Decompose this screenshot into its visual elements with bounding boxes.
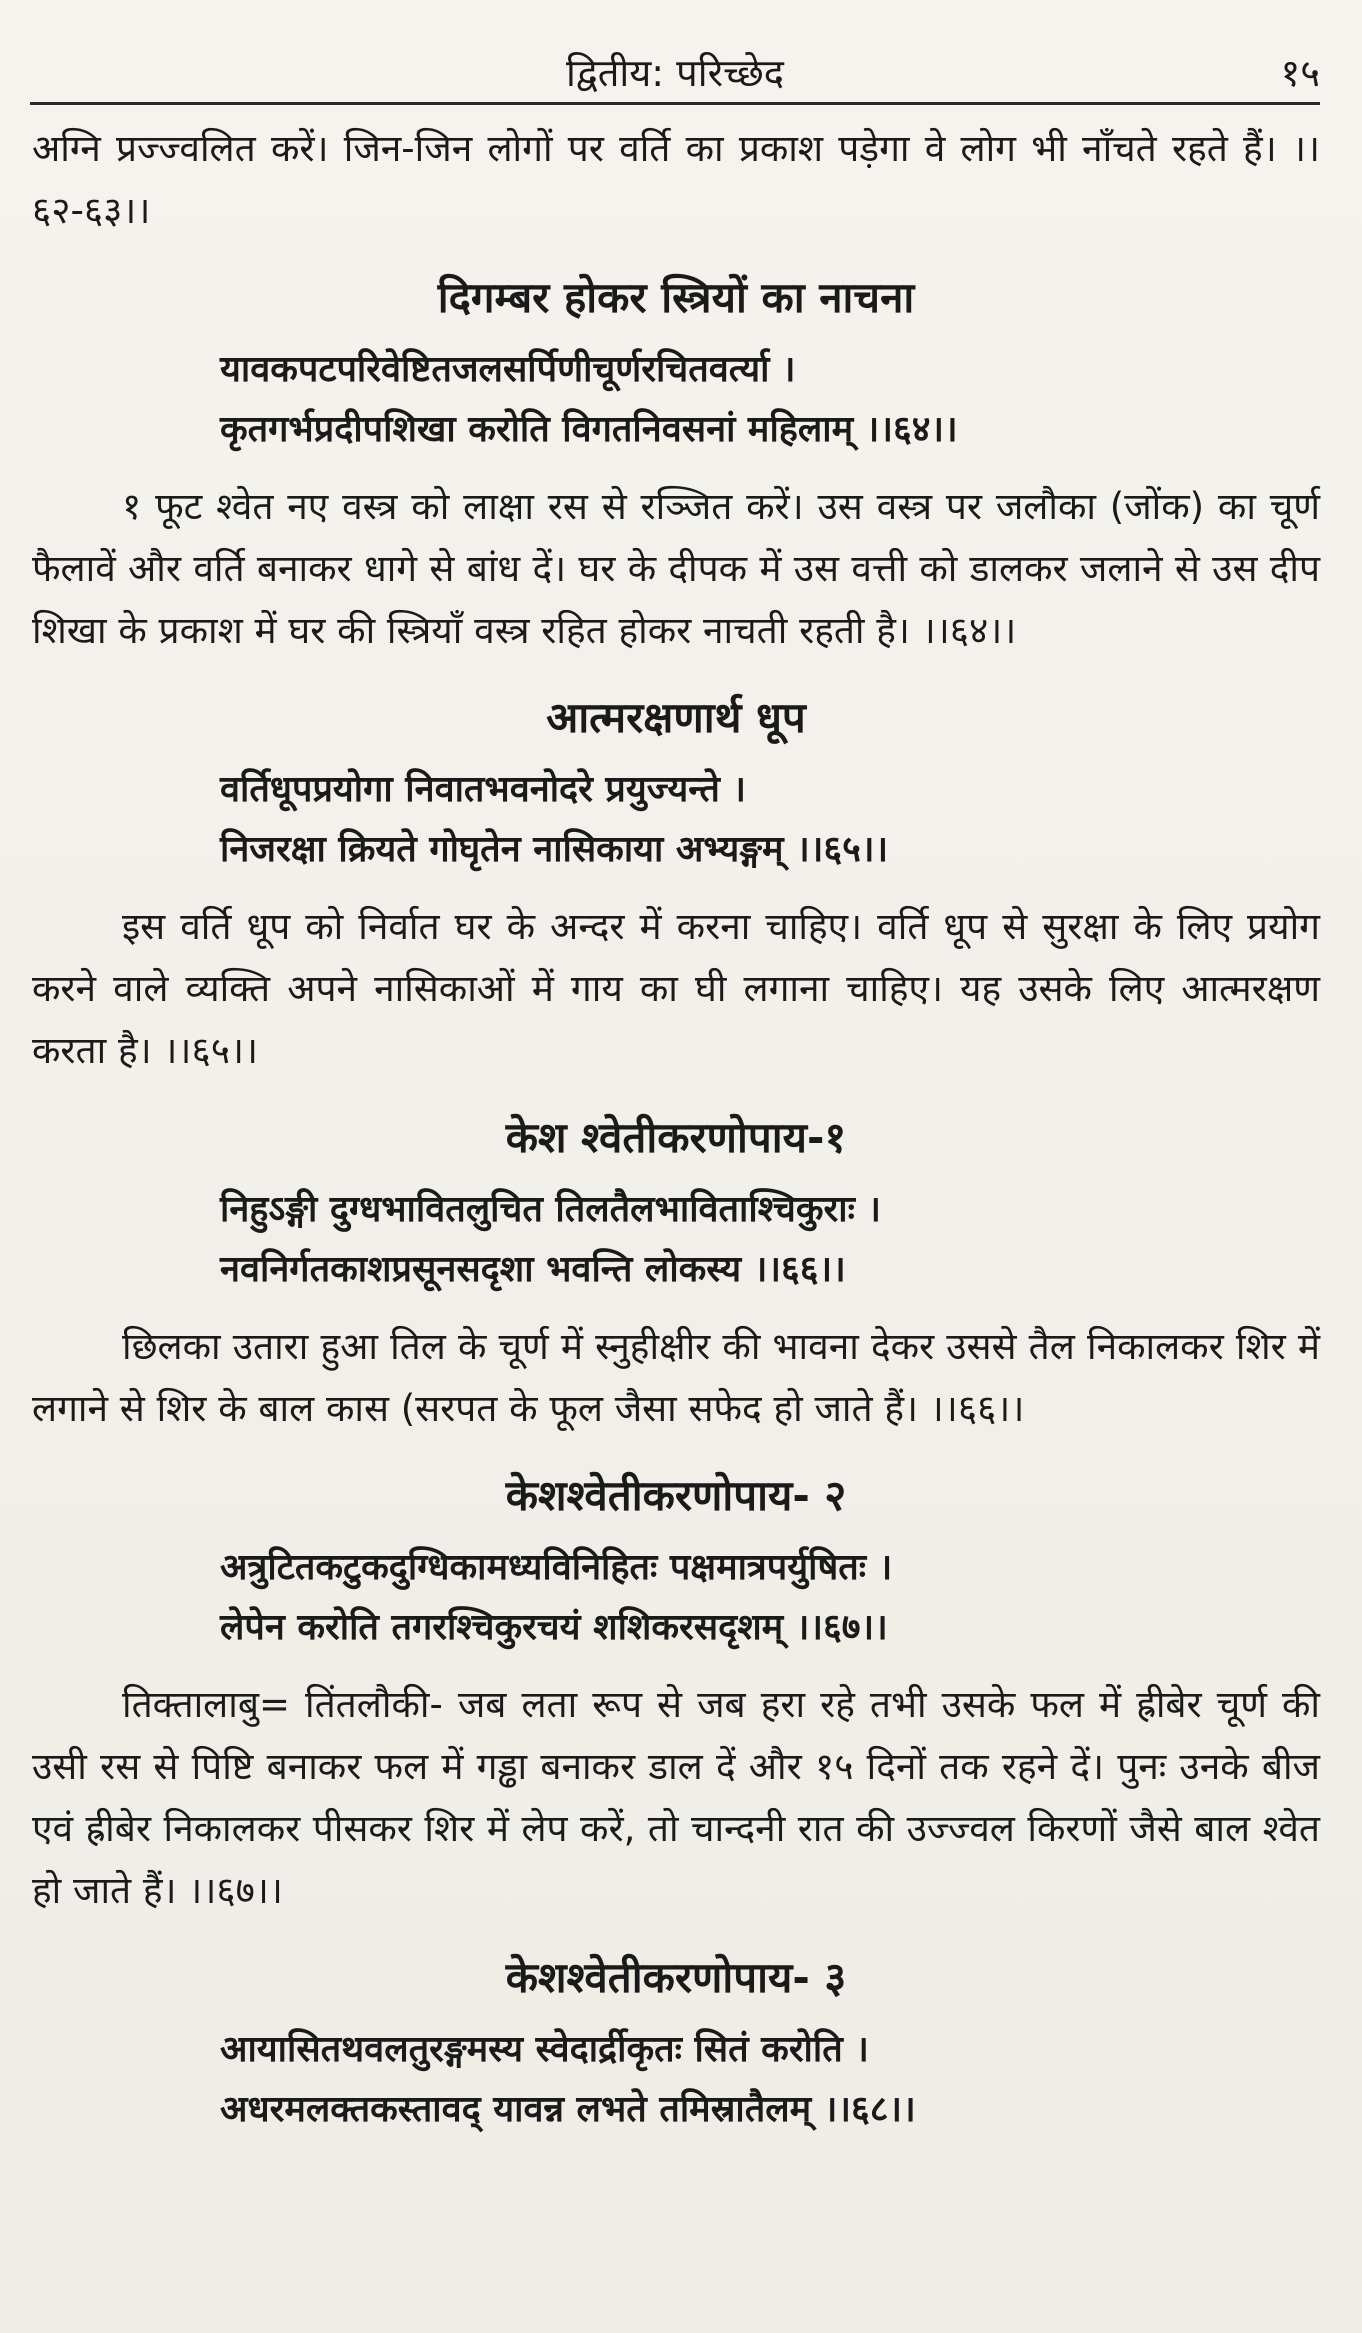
verse-block	[32, 340, 1320, 460]
verse-line: नवनिर्गतकाशप्रसूनसदृशा भवन्ति लोकस्य ।।६६।।	[220, 1249, 846, 1290]
section-heading: केश श्वेतीकरणोपाय-१	[505, 1113, 847, 1162]
verse-block	[32, 1180, 1320, 1300]
verse-line: कृतगर्भप्रदीपशिखा करोति विगतनिवसनां महिलाम् ।।६४।।	[220, 409, 958, 450]
section-heading: केशश्वेतीकरणोपाय- ३	[505, 1953, 847, 2002]
section-heading: केशश्वेतीकरणोपाय- २	[505, 1471, 847, 1520]
paragraph: अग्नि प्रज्ज्वलित करें। जिन-जिन लोगों पर वर्ति का प्रकाश पड़ेगा वे लोग भी नाँचते रहते हैं। ।।६२-६३।।	[32, 127, 1320, 232]
verse-block	[32, 760, 1320, 880]
paragraph: तिक्तालाबु= तिंतलौकी- जब लता रूप से जब हरा रहे तभी उसके फल में ह्रीबेर चूर्ण की उसी रस से पिष्टि बनाकर फल में गड्ढा बनाकर डाल दें और १५ दिनों तक रहने दें। पुनः उनके बीज एवं ह्रीबेर निकालकर पीसकर शिर में लेप करें, तो चान्दनी रात की उज्ज्वल किरणों जैसे बाल श्वेत हो जाते हैं। ।।६७।।	[32, 1683, 1320, 1912]
paragraph: इस वर्ति धूप को निर्वात घर के अन्दर में करना चाहिए। वर्ति धूप से सुरक्षा के लिए प्रयोग करने वाले व्यक्ति अपने नासिकाओं में गाय का घी लगाना चाहिए। यह उसके लिए आत्मरक्षण करता है। ।।६५।।	[32, 905, 1320, 1072]
chapter-title: द्वितीय: परिच्छेद	[566, 51, 784, 95]
verse-line: आयासितथवलतुरङ्गमस्य स्वेदार्द्रीकृतः सितं करोति ।	[220, 2029, 869, 2070]
verse-block	[32, 2020, 1320, 2140]
page-content	[32, 118, 1320, 2156]
page-header	[30, 36, 1320, 100]
paragraph: छिलका उतारा हुआ तिल के चूर्ण में स्नुहीक्षीर की भावना देकर उससे तैल निकालकर शिर में लगाने से शिर के बाल कास (सरपत के फूल जैसा सफेद हो जाते हैं। ।।६६।।	[32, 1325, 1320, 1430]
verse-line: अत्रुटितकटुकदुग्धिकामध्यविनिहितः पक्षमात्रपर्युषितः ।	[220, 1547, 893, 1588]
verse-line: निहुऽङ्गी दुग्धभावितलुचित तिलतैलभाविताश्चिकुराः ।	[220, 1189, 882, 1230]
section-heading: आत्मरक्षणार्थ धूप	[546, 693, 806, 742]
verse-line: अधरमलक्तकस्तावद् यावन्न लभते तमिस्रातैलम् ।।६८।।	[220, 2089, 916, 2130]
verse-line: निजरक्षा क्रियते गोघृतेन नासिकाया अभ्यङ्गम् ।।६५।।	[220, 829, 889, 870]
verse-line: वर्तिधूपप्रयोगा निवातभवनोदरे प्रयुज्यन्ते ।	[220, 769, 747, 810]
paragraph: १ फूट श्वेत नए वस्त्र को लाक्षा रस से रञ्जित करें। उस वस्त्र पर जलौका (जोंक) का चूर्ण फैलावें और वर्ति बनाकर धागे से बांध दें। घर के दीपक में उस वत्ती को डालकर जलाने से उस दीप शिखा के प्रकाश में घर की स्त्रियाँ वस्त्र रहित होकर नाचती रहती है। ।।६४।।	[32, 485, 1320, 652]
verse-line: यावकपटपरिवेष्टितजलसर्पिणीचूर्णरचितवर्त्या ।	[220, 349, 796, 390]
verse-block	[32, 1538, 1320, 1658]
section-heading: दिगम्बर होकर स्त्रियों का नाचना	[437, 273, 915, 322]
header-rule	[30, 102, 1320, 105]
page-number: १५	[1280, 51, 1320, 95]
verse-line: लेपेन करोति तगरश्चिकुरचयं शशिकरसदृशम् ।।६७।।	[220, 1607, 888, 1648]
